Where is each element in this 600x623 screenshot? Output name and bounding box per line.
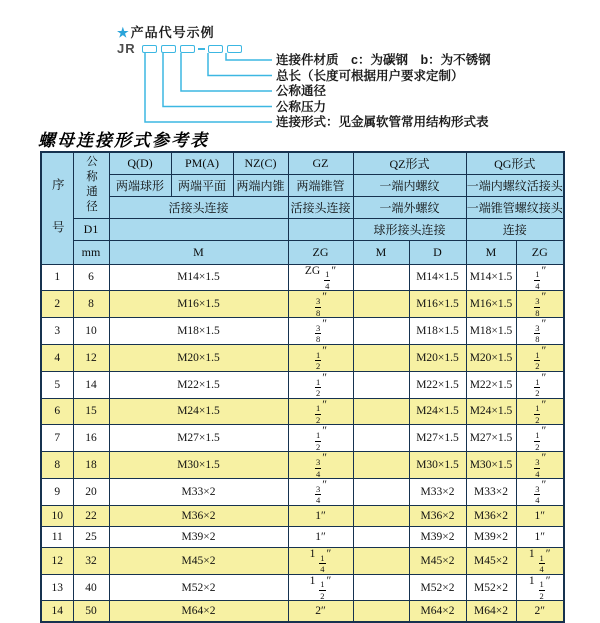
table-body [41,264,564,622]
cell-gz: $\frac{3}{8}$ ″ [288,318,353,345]
cell-qg_zg: $\frac{1}{2}$ ″ [516,371,564,398]
cell-qz_d: M45×2 [409,547,466,574]
cell-qg_m: M27×1.5 [466,425,516,452]
cell-qg_zg: $\frac{1}{2}$ ″ [516,425,564,452]
cell-dn: 16 [73,425,109,452]
cell-qg_m: M36×2 [466,505,516,526]
product-code-row [117,41,244,56]
header-qg-desc: 一端内螺纹活接头 [466,174,564,196]
code-prefix: JR [117,41,136,56]
header-nz-c: NZ(C) [233,152,288,174]
cell-qg_m: M39×2 [466,526,516,547]
cell-gz: $\frac{1}{2}$ ″ [288,398,353,425]
header-qg-m: M [466,240,516,264]
cell-gz: $\frac{3}{4}$ ″ [288,479,353,506]
cell-m: M45×2 [109,547,288,574]
diagram-title [117,22,215,41]
cell-m: M64×2 [109,601,288,623]
cell-qg_m: M16×1.5 [466,291,516,318]
cell-qg_m: M64×2 [466,601,516,623]
table-row [41,526,564,547]
cell-qz_m [353,526,409,547]
cell-seq: 12 [41,547,73,574]
cell-dn: 10 [73,318,109,345]
cell-gz: 1 $\frac{1}{4}$ ″ [288,547,353,574]
cell-qg_zg: $\frac{3}{4}$ ″ [516,479,564,506]
header-union-connect: 活接头连接 [109,196,288,218]
header-nz-c-desc: 两端内锥 [233,174,288,196]
header-blank-gz [288,218,353,240]
cell-qz_d: M27×1.5 [409,425,466,452]
code-dash [198,48,205,50]
cell-qz_d: M18×1.5 [409,318,466,345]
cell-qz_d: M24×1.5 [409,398,466,425]
cell-dn: 15 [73,398,109,425]
cell-qg_zg: $\frac{3}{4}$ ″ [516,452,564,479]
cell-m: M39×2 [109,526,288,547]
cell-dn: 20 [73,479,109,506]
header-qz-desc: 一端内螺纹 [353,174,466,196]
header-blank-m [109,218,288,240]
cell-qg_m: M20×1.5 [466,344,516,371]
cell-gz: $\frac{1}{2}$ ″ [288,371,353,398]
cell-qg_zg: 1 $\frac{1}{4}$ ″ [516,547,564,574]
cell-m: M22×1.5 [109,371,288,398]
cell-qz_d: M36×2 [409,505,466,526]
label-material: 连接件材质 c：为碳钢 b：为不锈钢 [276,53,491,67]
table-row [41,574,564,601]
cell-seq: 10 [41,505,73,526]
cell-qg_zg: $\frac{1}{4}$ ″ [516,264,564,291]
table-row [41,344,564,371]
cell-qz_d: M22×1.5 [409,371,466,398]
header-qg-taper-thread: 一端锥管螺纹接头 [466,196,564,218]
cell-qg_m: M22×1.5 [466,371,516,398]
table-row [41,291,564,318]
table-row [41,398,564,425]
cell-qz_d: M30×1.5 [409,452,466,479]
cell-qg_zg: $\frac{1}{2}$ ″ [516,344,564,371]
cell-qg_zg: 1″ [516,526,564,547]
cell-qz_m [353,371,409,398]
table-row [41,479,564,506]
header-m: M [109,240,288,264]
header-qg-connect: 连接 [466,218,564,240]
nut-connection-table [40,151,565,623]
code-box-3 [180,45,195,53]
cell-dn: 50 [73,601,109,623]
table-row [41,547,564,574]
cell-seq: 13 [41,574,73,601]
cell-qg_m: M18×1.5 [466,318,516,345]
label-nominal-pressure: 公称压力 [276,99,327,114]
cell-qz_d: M64×2 [409,601,466,623]
table-row [41,425,564,452]
header-qg-zg: ZG [516,240,564,264]
cell-qz_d: M20×1.5 [409,344,466,371]
cell-gz: $\frac{1}{2}$ ″ [288,344,353,371]
cell-m: M24×1.5 [109,398,288,425]
cell-seq: 7 [41,425,73,452]
code-box-4 [208,45,223,53]
cell-qz_m [353,264,409,291]
cell-seq: 6 [41,398,73,425]
cell-qg_m: M52×2 [466,574,516,601]
cell-qg_m: M30×1.5 [466,452,516,479]
cell-qz_m [353,574,409,601]
cell-qz_m [353,479,409,506]
cell-qz_m [353,344,409,371]
table-row [41,452,564,479]
cell-seq: 3 [41,318,73,345]
header-seq: 序号 [41,152,73,264]
cell-seq: 14 [41,601,73,623]
cell-qz_m [353,318,409,345]
cell-qg_m: M24×1.5 [466,398,516,425]
table-row [41,505,564,526]
cell-m: M52×2 [109,574,288,601]
header-gz-desc: 两端锥管 [288,174,353,196]
cell-dn: 25 [73,526,109,547]
cell-dn: 32 [73,547,109,574]
header-pm-a-desc: 两端平面 [171,174,233,196]
code-box-1 [142,45,157,53]
cell-seq: 8 [41,452,73,479]
header-qz-form: QZ形式 [353,152,466,174]
cell-qg_zg: 1 $\frac{1}{2}$ ″ [516,574,564,601]
cell-qz_m [353,452,409,479]
cell-qz_d: M33×2 [409,479,466,506]
cell-dn: 14 [73,371,109,398]
header-gz: GZ [288,152,353,174]
cell-gz: 2″ [288,601,353,623]
cell-qg_m: M33×2 [466,479,516,506]
header-qz-external-thread: 一端外螺纹 [353,196,466,218]
cell-dn: 22 [73,505,109,526]
cell-seq: 9 [41,479,73,506]
cell-qz_m [353,425,409,452]
header-unit-mm: mm [73,240,109,264]
cell-m: M18×1.5 [109,318,288,345]
cell-qg_m: M45×2 [466,547,516,574]
cell-dn: 40 [73,574,109,601]
table-row [41,318,564,345]
cell-qg_zg: $\frac{3}{8}$ ″ [516,318,564,345]
star-icon: ★ [117,25,130,40]
cell-m: M14×1.5 [109,264,288,291]
cell-seq: 11 [41,526,73,547]
header-q-d: Q(D) [109,152,171,174]
cell-qg_zg: $\frac{3}{8}$ ″ [516,291,564,318]
header-pm-a: PM(A) [171,152,233,174]
cell-qz_m [353,601,409,623]
label-connection-form: 连接形式：见金属软管常用结构形式表 [276,115,489,129]
cell-qg_zg: $\frac{1}{2}$ ″ [516,398,564,425]
cell-seq: 4 [41,344,73,371]
cell-qz_d: M39×2 [409,526,466,547]
header-qg-form: QG形式 [466,152,564,174]
cell-qz_m [353,398,409,425]
header-q-d-desc: 两端球形 [109,174,171,196]
header-qz-ball-connect: 球形接头连接 [353,218,466,240]
cell-qg_zg: 1″ [516,505,564,526]
cell-gz: $\frac{3}{8}$ ″ [288,291,353,318]
header-zg: ZG [288,240,353,264]
cell-dn: 6 [73,264,109,291]
cell-dn: 12 [73,344,109,371]
label-total-length: 总长（长度可根据用户要求定制） [276,68,464,83]
cell-gz: 1″ [288,505,353,526]
cell-qz_d: M14×1.5 [409,264,466,291]
cell-gz: 1″ [288,526,353,547]
cell-qz_m [353,547,409,574]
cell-m: M16×1.5 [109,291,288,318]
table-title: 螺母连接形式参考表 [38,131,209,150]
table-row [41,264,564,291]
cell-seq: 1 [41,264,73,291]
cell-qz_d: M52×2 [409,574,466,601]
cell-qz_m [353,505,409,526]
header-d1: D1 [73,218,109,240]
cell-gz: 1 $\frac{1}{2}$ ″ [288,574,353,601]
header-qz-d: D [409,240,466,264]
table-row [41,601,564,623]
cell-m: M33×2 [109,479,288,506]
cell-qg_zg: 2″ [516,601,564,623]
code-box-5 [227,45,242,53]
code-box-2 [161,45,176,53]
table-row [41,371,564,398]
header-qz-m: M [353,240,409,264]
cell-dn: 18 [73,452,109,479]
cell-seq: 5 [41,371,73,398]
label-nominal-diameter: 公称通径 [276,84,327,98]
cell-dn: 8 [73,291,109,318]
header-gz-union-connect: 活接头连接 [288,196,353,218]
table-header [41,152,564,264]
cell-gz: $\frac{1}{2}$ ″ [288,425,353,452]
cell-m: M30×1.5 [109,452,288,479]
cell-gz: ZG $\frac{1}{4}$ ″ [288,264,353,291]
cell-m: M36×2 [109,505,288,526]
cell-qz_d: M16×1.5 [409,291,466,318]
cell-qz_m [353,291,409,318]
cell-m: M20×1.5 [109,344,288,371]
diagram-title-text: 产品代号示例 [130,25,215,40]
cell-m: M27×1.5 [109,425,288,452]
header-dn: 公称通径 [73,152,109,218]
cell-gz: $\frac{3}{4}$ ″ [288,452,353,479]
cell-qg_m: M14×1.5 [466,264,516,291]
cell-seq: 2 [41,291,73,318]
